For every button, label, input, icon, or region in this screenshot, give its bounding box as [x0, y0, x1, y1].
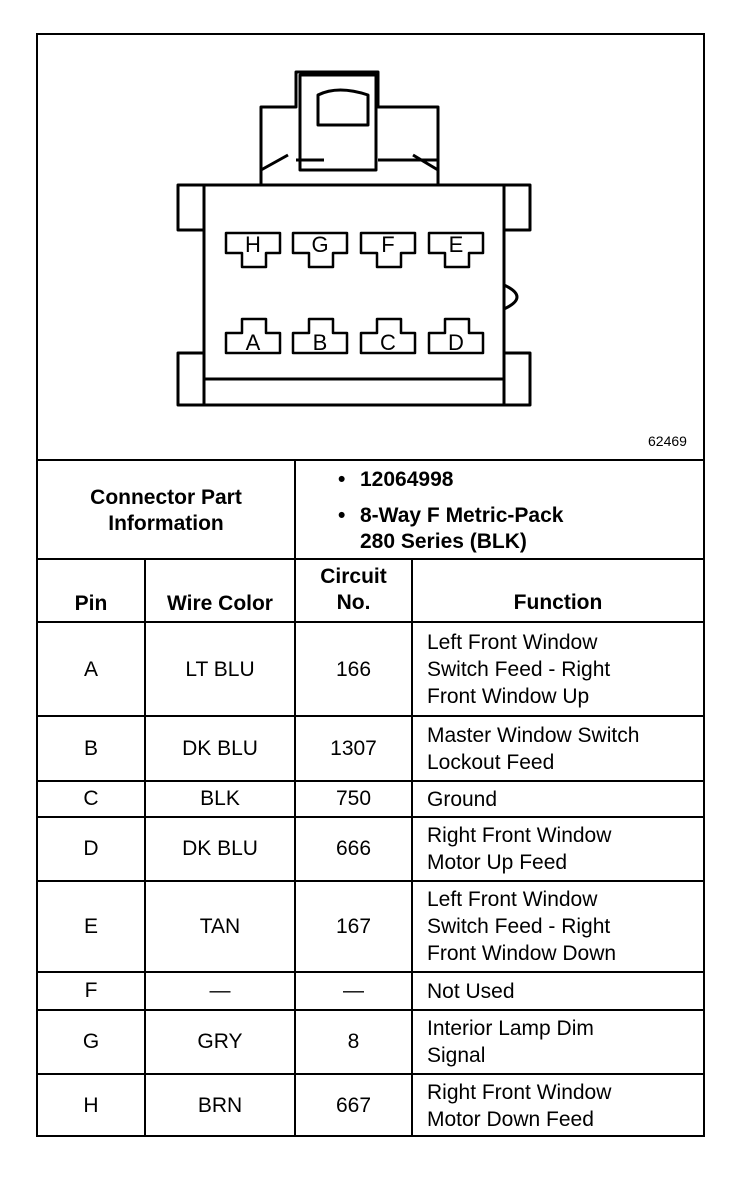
function-line: Master Window Switch	[427, 723, 640, 747]
function-line: Left Front Window	[427, 888, 598, 911]
divider-diagram	[38, 459, 703, 461]
wire-color-cell: GRY	[197, 1030, 243, 1053]
pin-cavity-label-c: C	[380, 330, 396, 355]
pin-cell: H	[83, 1094, 99, 1117]
function-cell	[413, 881, 703, 972]
circuit-cell: 666	[335, 837, 372, 860]
function-cell	[413, 781, 703, 817]
function-line: Front Window Up	[427, 685, 590, 708]
circuit-cell: 667	[335, 1094, 372, 1117]
bullet: •	[338, 468, 346, 491]
wire-color-cell: DK BLU	[182, 736, 258, 760]
pin-cell: A	[83, 657, 98, 681]
function-line: Switch Feed - Right	[427, 658, 611, 681]
function-line: Not Used	[427, 979, 515, 1003]
pin-cavity-label-f: F	[381, 232, 395, 257]
pin-cell: B	[83, 736, 98, 760]
pin-cavity-label-b: B	[312, 330, 328, 355]
function-cell	[413, 972, 703, 1010]
pin-cavity-label-d: D	[448, 330, 464, 355]
divider-part-table	[38, 558, 703, 560]
polarization-notch	[504, 285, 517, 309]
circuit-cell: 750	[335, 787, 372, 810]
function-cell	[413, 1074, 703, 1138]
right-bottom-ear	[504, 353, 530, 405]
function-line: Signal	[427, 1044, 486, 1067]
wire-color-cell: BRN	[197, 1094, 243, 1117]
divider-part-info	[294, 459, 296, 560]
header-wire-color: Wire Color	[167, 592, 273, 615]
right-top-ear	[504, 185, 530, 230]
function-line: Right Front Window	[427, 824, 612, 847]
part-number: 12064998	[360, 468, 454, 491]
figure-number: 62469	[648, 433, 687, 449]
pin-cell: C	[83, 787, 99, 810]
function-line: Ground	[427, 787, 498, 811]
part-description-line1: 8-Way F Metric-Pack	[360, 504, 564, 527]
connector-drawing	[38, 35, 703, 461]
connector-info-frame	[36, 33, 705, 1137]
circuit-cell: 167	[335, 914, 372, 938]
latch-outline	[261, 72, 438, 185]
left-top-ear	[178, 185, 204, 230]
part-info-label	[38, 463, 294, 558]
part-description-line2: 280 Series (BLK)	[360, 530, 527, 553]
bullet: •	[338, 504, 346, 527]
function-line: Motor Down Feed	[427, 1108, 594, 1131]
function-line: Switch Feed - Right	[427, 915, 611, 938]
pin-cell: G	[82, 1030, 100, 1053]
header-circuit	[296, 564, 411, 616]
pin-cell: E	[83, 914, 98, 938]
function-line: Right Front Window	[427, 1081, 612, 1104]
pin-cavity-label-h: H	[245, 232, 261, 257]
connector-diagram	[38, 35, 703, 461]
left-bottom-ear	[178, 353, 204, 405]
wire-color-cell: DK BLU	[182, 837, 258, 860]
wire-color-cell: LT BLU	[185, 657, 255, 681]
function-cell	[413, 623, 703, 716]
circuit-cell: 8	[347, 1030, 360, 1053]
pin-cavity-label-g: G	[311, 232, 329, 257]
function-cell	[413, 716, 703, 781]
part-number-item	[336, 467, 696, 493]
circuit-cell: —	[343, 979, 364, 1002]
part-info-label-line1: Connector Part	[90, 485, 242, 509]
part-info-label-line2: Information	[108, 511, 224, 535]
connector-body	[204, 185, 504, 405]
header-pin: Pin	[74, 592, 108, 615]
part-info-list	[336, 467, 696, 555]
pin-cavity-label-a: A	[245, 330, 261, 355]
part-description-item	[336, 503, 696, 555]
function-cell	[413, 1010, 703, 1074]
header-circuit-line2: No.	[336, 591, 371, 614]
function-cell	[413, 817, 703, 881]
wire-color-cell: —	[209, 979, 231, 1002]
latch-window	[318, 90, 368, 125]
function-line: Front Window Down	[427, 942, 617, 965]
function-line: Interior Lamp Dim	[427, 1017, 594, 1040]
function-line: Left Front Window	[427, 631, 598, 654]
function-line: Lockout Feed	[427, 750, 555, 774]
function-line: Motor Up Feed	[427, 851, 568, 874]
circuit-cell: 166	[335, 657, 372, 681]
wire-color-cell: TAN	[199, 914, 241, 938]
pin-cell: D	[83, 837, 99, 860]
header-circuit-line1: Circuit	[320, 565, 387, 588]
pin-cavity-label-e: E	[448, 232, 464, 257]
wire-color-cell: BLK	[200, 787, 240, 810]
pin-cell: F	[84, 979, 98, 1002]
header-function: Function	[513, 591, 603, 614]
circuit-cell: 1307	[330, 736, 377, 760]
